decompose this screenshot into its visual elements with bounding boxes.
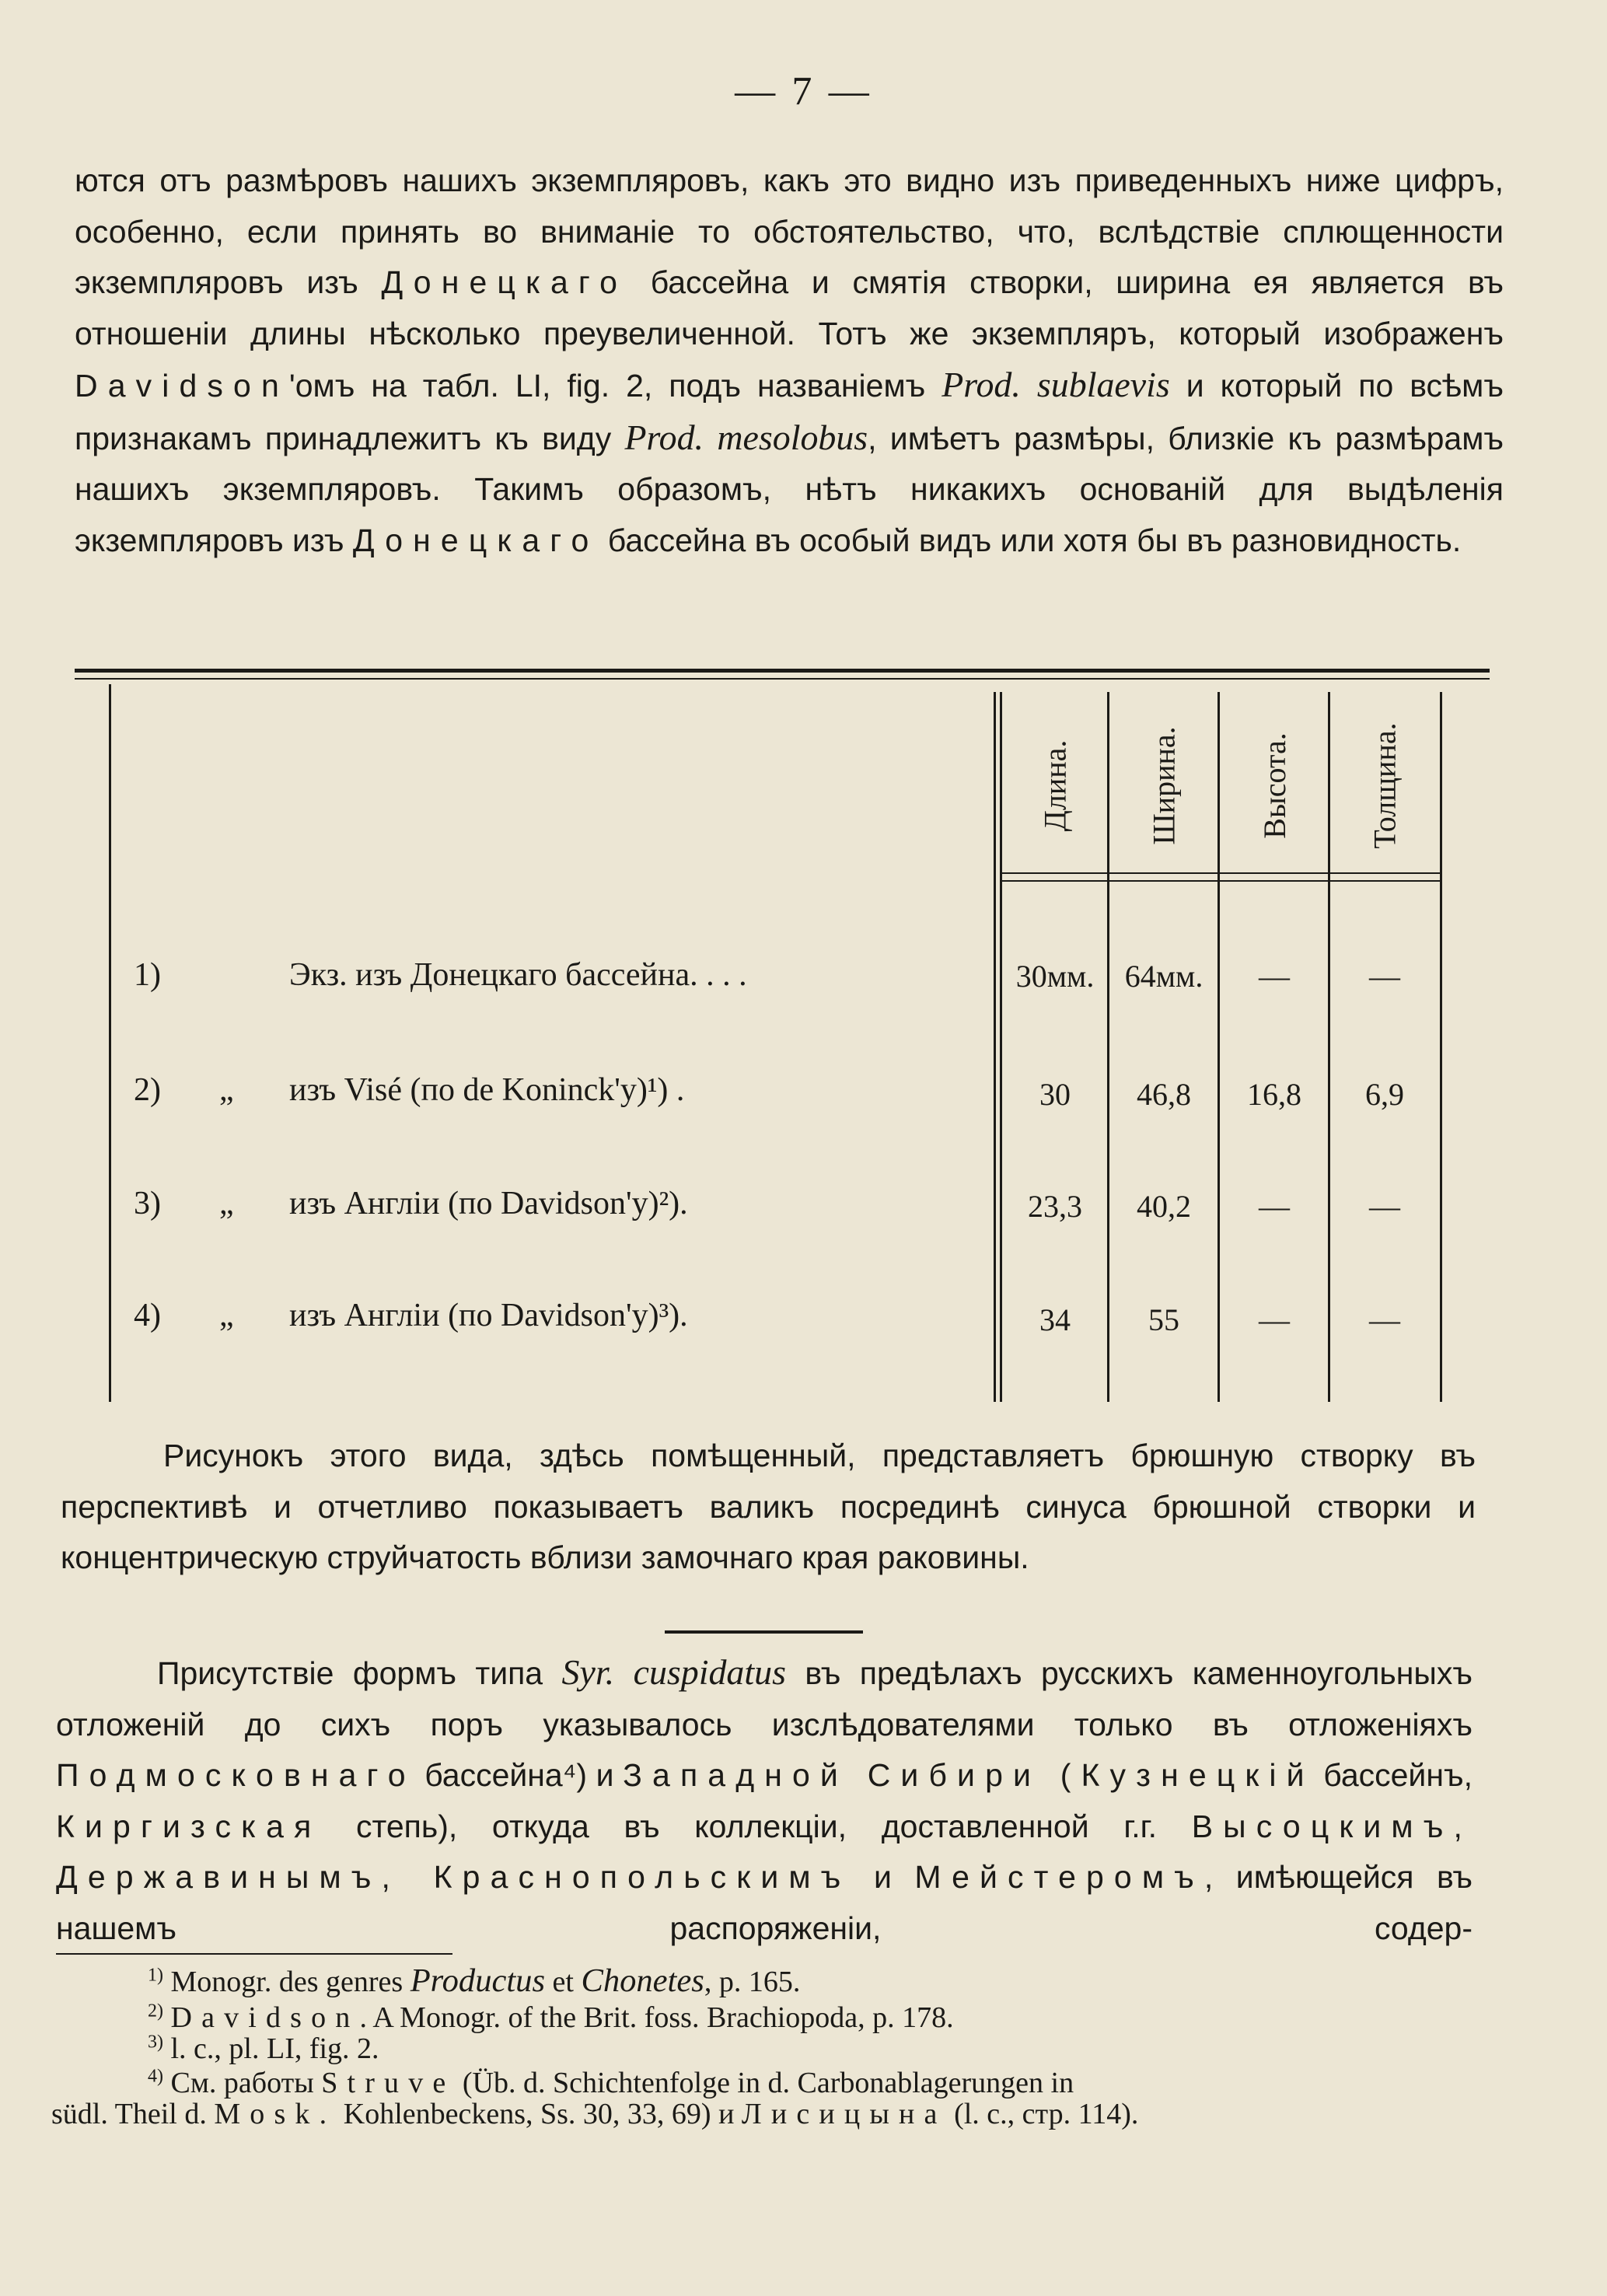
cell-length: 23,3 <box>1028 1189 1082 1224</box>
spaced-word: Киргизская <box>56 1808 322 1844</box>
table-row-label: 1) Экз. изъ Донецкаго бассейна. . . . <box>134 957 747 993</box>
spaced-word: Донецкаго <box>352 522 599 558</box>
cell-width: 46,8 <box>1137 1077 1191 1112</box>
spaced-word: Западной Сибири (Кузнецкій <box>623 1757 1315 1793</box>
footnote-4: $^{4)}$ См. работы Struve (Üb. d. Schichtenfolge in d. Carbonablagerungen in <box>148 2066 1074 2099</box>
header-thickness: Толщина. <box>1367 722 1403 849</box>
taxon-name: Prod. mesolobus <box>624 417 868 457</box>
header-length: Длина. <box>1037 739 1073 831</box>
paragraph-1: ются отъ размѣровъ нашихъ экземпляровъ, какъ это видно изъ приведенныхъ ниже цифръ, особенно, если принять во вниманіе то обстоятельство, что, вслѣдствіе сплющенности экземпляровъ изъ Донецкаго бассейна и смятія створки, ширина ея является въ отношеніи длины нѣсколько преувеличенной. Тотъ же экземпляръ, который изображенъ Davidson'омъ на табл. LI, fig. 2, подъ названіемъ Prod. sublaevis и который по всѣмъ признакамъ принадлежитъ къ виду Prod. mesolobus, имѣетъ размѣры, близкіе къ размѣрамъ нашихъ экземпляровъ. Такимъ образомъ, нѣтъ никакихъ основаній для выдѣленія экземпляровъ изъ Донецкаго бассейна въ особый видъ или хотя бы въ разновидность. <box>75 163 1504 558</box>
cell-height: — <box>1259 1302 1290 1337</box>
cell-length: 34 <box>1039 1302 1071 1337</box>
taxon-name: Prod. sublaevis <box>941 365 1170 404</box>
cell-thickness: — <box>1369 1302 1400 1337</box>
cell-width: 55 <box>1148 1302 1179 1337</box>
cell-thickness: 6,9 <box>1365 1077 1404 1112</box>
paragraph-2: Рисунокъ этого вида, здѣсь помѣщенный, представляетъ брюшную створку въ перспективѣ и отчетливо показываетъ валикъ посрединѣ синуса брюшной створки и концентрическую струйчатость вблизи замочнаго края раковины. <box>61 1438 1476 1575</box>
spaced-word: Донецкаго <box>381 264 627 300</box>
table-right-border <box>1440 692 1442 1402</box>
spaced-word: Подмосковнаго <box>56 1757 416 1793</box>
spaced-word: Высоцкимъ, Державинымъ, Краснопольскимъ <box>56 1808 1473 1895</box>
table-left-border <box>109 684 111 1402</box>
paragraph-3: Присутствіе формъ типа Syr. cuspidatus въ предѣлахъ русскихъ каменноугольныхъ отложеній до сихъ поръ указывалось изслѣдователями только въ отложеніяхъ Подмосковнаго бассейна⁴) и Западной Сибири (Кузнецкій бассейнъ, Киргизская степь), откуда въ коллекціи, доставленной г.г. Высоцкимъ, Державинымъ, Краснопольскимъ и Мейстеромъ, имѣющейся въ нашемъ распоряженіи, содер- <box>56 1652 1473 1946</box>
cell-width: 64мм. <box>1124 959 1204 994</box>
section-divider <box>665 1630 863 1634</box>
cell-thickness: — <box>1369 959 1400 994</box>
table-top-rule <box>75 669 1490 673</box>
footnote-2: $^{2)}$ Davidson. A Monogr. of the Brit. foss. Brachiopoda, p. 178. <box>148 2001 954 2034</box>
header-width: Ширина. <box>1146 725 1182 845</box>
page-number: — 7 — <box>735 69 872 114</box>
cell-length: 30мм. <box>1015 959 1095 994</box>
table-row-label: 4) „ изъ Англіи (по Davidson'y)³). <box>134 1298 688 1333</box>
cell-height: 16,8 <box>1247 1077 1301 1112</box>
table-row-label: 3) „ изъ Англіи (по Davidson'y)²). <box>134 1186 688 1221</box>
cell-length: 30 <box>1039 1077 1071 1112</box>
cell-height: — <box>1259 959 1290 994</box>
table-row-label: 2) „ изъ Visé (по de Koninck'y)¹) . <box>134 1072 685 1108</box>
footnote-rule <box>56 1953 452 1955</box>
taxon-name: Syr. cuspidatus <box>561 1652 786 1692</box>
spaced-word: Мейстеромъ <box>914 1859 1204 1895</box>
cell-height: — <box>1259 1189 1290 1224</box>
spaced-name: Davidson <box>75 368 289 404</box>
cell-thickness: — <box>1369 1189 1400 1224</box>
header-height: Высота. <box>1256 732 1292 839</box>
table-top-rule-thin <box>75 678 1490 680</box>
footnote-1: $^{1)}$ Monogr. des genres Productus et Chonetes, p. 165. <box>148 1962 801 1999</box>
footnote-3: $^{3)}$ l. c., pl. LI, fig. 2. <box>148 2032 379 2065</box>
footnote-4-continued: südl. Theil d. Mosk. Kohlenbeckens, Ss. 30, 33, 69) и Лисицына (l. c., стр. 114). <box>51 2098 1139 2130</box>
cell-width: 40,2 <box>1137 1189 1191 1224</box>
